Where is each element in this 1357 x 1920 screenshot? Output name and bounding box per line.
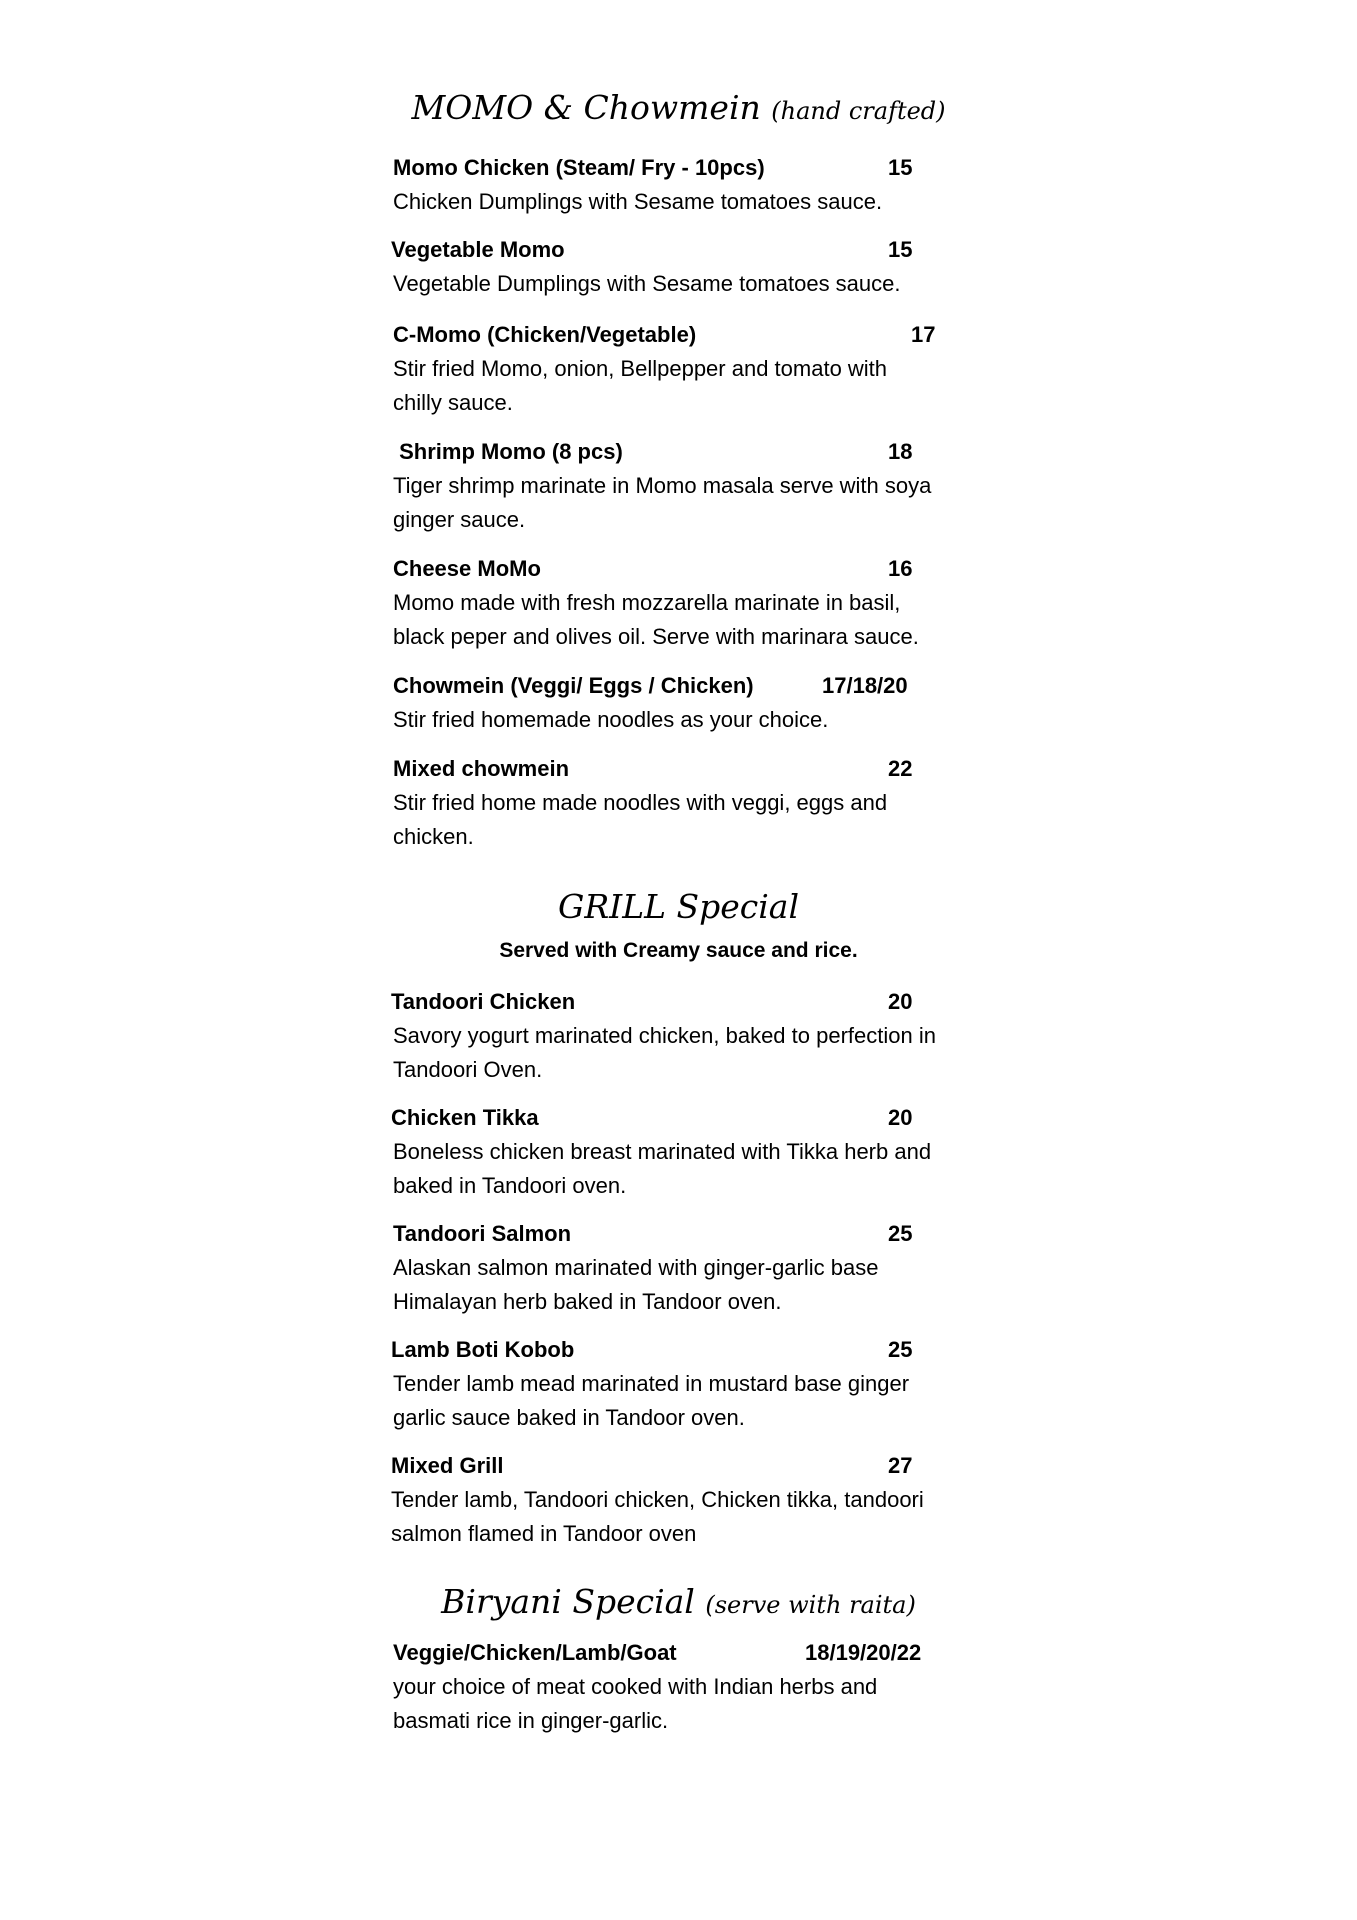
item-description: Alaskan salmon marinated with ginger-garlic base Himalayan herb baked in Tandoor oven.: [393, 1255, 879, 1314]
item-description: Boneless chicken breast marinated with Tikka herb and baked in Tandoori oven.: [393, 1139, 932, 1198]
item-price: 20: [888, 989, 913, 1014]
section-title-biryani: Biryani Special: [441, 1582, 695, 1621]
item-price: 25: [888, 1337, 913, 1362]
item-description: your choice of meat cooked with Indian herbs and basmati rice in ginger-garlic.: [393, 1674, 878, 1733]
section-heading-biryani: [0, 1582, 1357, 1625]
item-name: Mixed chowmein: [393, 756, 570, 781]
item-price: 27: [888, 1453, 913, 1478]
item-price: 17/18/20: [822, 673, 908, 698]
item-description: Stir fried homemade noodles as your choice.: [393, 707, 829, 732]
section-note-momo: (hand crafted): [771, 97, 946, 125]
item-name: Chicken Tikka: [391, 1105, 539, 1130]
item-name: Mixed Grill: [391, 1453, 504, 1478]
section-heading-grill: [0, 887, 1357, 927]
item-name: Shrimp Momo (8 pcs): [393, 439, 623, 464]
section-note-biryani: (serve with raita): [705, 1591, 916, 1619]
item-description: Stir fried Momo, onion, Bellpepper and tomato with chilly sauce.: [393, 356, 888, 415]
item-price: 25: [888, 1221, 913, 1246]
item-price: 17: [911, 322, 936, 347]
item-description: Vegetable Dumplings with Sesame tomatoes sauce.: [393, 271, 901, 296]
item-name: Lamb Boti Kobob: [391, 1337, 575, 1362]
item-description: Stir fried home made noodles with veggi, eggs and chicken.: [393, 790, 888, 849]
item-description: Tender lamb mead marinated in mustard base ginger garlic sauce baked in Tandoor oven.: [393, 1371, 910, 1430]
item-description: Tiger shrimp marinate in Momo masala serve with soya ginger sauce.: [393, 473, 932, 532]
section-heading-momo: [0, 88, 1357, 131]
item-name: C-Momo (Chicken/Vegetable): [393, 322, 697, 347]
item-description: Savory yogurt marinated chicken, baked to perfection in Tandoori Oven.: [393, 1023, 936, 1082]
item-price: 22: [888, 756, 913, 781]
item-description: Tender lamb, Tandoori chicken, Chicken tikka, tandoori salmon flamed in Tandoor oven: [391, 1487, 924, 1546]
item-name: Chowmein (Veggi/ Eggs / Chicken): [393, 673, 754, 698]
item-name: Cheese MoMo: [393, 556, 541, 581]
item-name: Vegetable Momo: [391, 237, 565, 262]
section-title-grill: GRILL Special: [557, 887, 800, 926]
item-description: Chicken Dumplings with Sesame tomatoes sauce.: [393, 189, 883, 214]
item-price: 18: [888, 439, 913, 464]
item-name: Tandoori Chicken: [391, 989, 576, 1014]
section-subtitle-grill: Served with Creamy sauce and rice.: [499, 939, 858, 962]
item-name: Veggie/Chicken/Lamb/Goat: [393, 1640, 677, 1665]
item-price: 18/19/20/22: [805, 1640, 922, 1665]
item-price: 15: [888, 155, 913, 180]
section-title-momo: MOMO & Chowmein: [411, 88, 761, 127]
item-price: 16: [888, 556, 913, 581]
item-description: Momo made with fresh mozzarella marinate in basil, black peper and olives oil. Serve with marinara sauce.: [393, 590, 919, 649]
item-price: 15: [888, 237, 913, 262]
item-name: Momo Chicken (Steam/ Fry - 10pcs): [393, 155, 765, 180]
item-name: Tandoori Salmon: [393, 1221, 572, 1246]
item-price: 20: [888, 1105, 913, 1130]
